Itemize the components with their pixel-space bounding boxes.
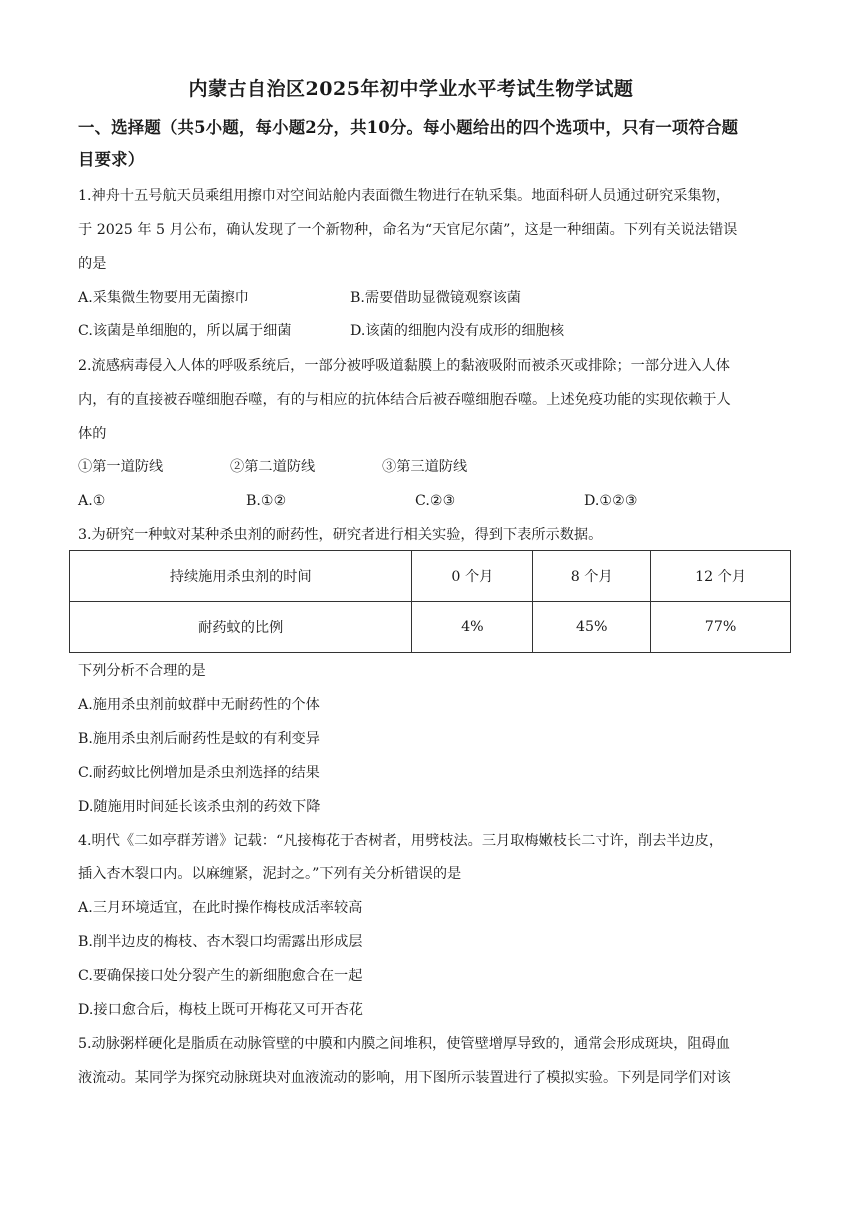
q3-option-b: B.施用杀虫剂后耐药性是蚊的有利变异 bbox=[78, 731, 320, 747]
q2-option-c: C.②③ bbox=[415, 493, 456, 509]
q3-option-c: C.耐药蚊比例增加是杀虫剂选择的结果 bbox=[78, 765, 320, 781]
q1-stem-line: 1.神舟十五号航天员乘组用擦巾对空间站舱内表面微生物进行在轨采集。地面科研人员通过研究采集物， bbox=[78, 188, 730, 204]
q2-item-1: ①第一道防线 bbox=[78, 459, 164, 475]
q4-option-a: A.三月环境适宜，在此时操作梅枝成活率较高 bbox=[78, 900, 363, 916]
table-cell: 0 个月 bbox=[412, 551, 533, 602]
table-cell: 4% bbox=[412, 602, 533, 653]
q2-stem-line: 体的 bbox=[78, 426, 107, 442]
q2-option-b: B.①② bbox=[246, 493, 287, 509]
q2-item-2: ②第二道防线 bbox=[230, 459, 316, 475]
q4-stem-line: 4.明代《二如亭群芳谱》记载：“凡接梅花于杏树者，用劈枝法。三月取梅嫩枝长二寸许，削去半边皮， bbox=[78, 833, 724, 849]
q2-option-a: A.① bbox=[78, 493, 106, 509]
q2-stem-line: 2.流感病毒侵入人体的呼吸系统后，一部分被呼吸道黏膜上的黏液吸附而被杀灭或排除；一部分进入人体 bbox=[78, 358, 730, 374]
table-cell: 8 个月 bbox=[533, 551, 651, 602]
table-cell: 12 个月 bbox=[651, 551, 791, 602]
q5-stem-line: 液流动。某同学为探究动脉斑块对血液流动的影响，用下图所示装置进行了模拟实验。下列是同学们对该 bbox=[78, 1070, 731, 1086]
q3-option-d: D.随施用时间延长该杀虫剂的药效下降 bbox=[78, 799, 321, 815]
table-row bbox=[70, 551, 791, 602]
resistance-data-table bbox=[69, 550, 791, 653]
section-heading: 一、选择题（共5小题，每小题2分，共10分。每小题给出的四个选项中，只有一项符合题 bbox=[78, 118, 739, 137]
table-cell: 持续施用杀虫剂的时间 bbox=[70, 551, 412, 602]
page-title: 内蒙古自治区2025年初中学业水平考试生物学试题 bbox=[188, 78, 634, 100]
q2-item-3: ③第三道防线 bbox=[382, 459, 468, 475]
q2-stem-line: 内，有的直接被吞噬细胞吞噬，有的与相应的抗体结合后被吞噬细胞吞噬。上述免疫功能的实现依赖于人 bbox=[78, 392, 731, 408]
q4-stem-line: 插入杏木裂口内。以麻缠紧，泥封之。”下列有关分析错误的是 bbox=[78, 866, 462, 882]
q1-option-a: A.采集微生物要用无菌擦巾 bbox=[78, 290, 249, 306]
q4-option-d: D.接口愈合后，梅枝上既可开梅花又可开杏花 bbox=[78, 1002, 363, 1018]
q2-option-d: D.①②③ bbox=[584, 493, 638, 509]
q4-option-c: C.要确保接口处分裂产生的新细胞愈合在一起 bbox=[78, 968, 363, 984]
table-cell: 77% bbox=[651, 602, 791, 653]
q1-option-d: D.该菌的细胞内没有成形的细胞核 bbox=[350, 323, 565, 339]
q1-option-c: C.该菌是单细胞的，所以属于细菌 bbox=[78, 323, 292, 339]
q1-option-b: B.需要借助显微镜观察该菌 bbox=[350, 290, 521, 306]
table-row bbox=[70, 602, 791, 653]
q5-stem-line: 5.动脉粥样硬化是脂质在动脉管壁的中膜和内膜之间堆积，使管壁增厚导致的，通常会形成斑块，阻碍血 bbox=[78, 1036, 730, 1052]
section-heading-cont: 目要求） bbox=[78, 150, 145, 169]
table-cell: 45% bbox=[533, 602, 651, 653]
table-cell: 耐药蚊的比例 bbox=[70, 602, 412, 653]
q3-question: 下列分析不合理的是 bbox=[78, 663, 206, 679]
q3-option-a: A.施用杀虫剂前蚊群中无耐药性的个体 bbox=[78, 697, 320, 713]
q3-stem: 3.为研究一种蚊对某种杀虫剂的耐药性，研究者进行相关实验，得到下表所示数据。 bbox=[78, 527, 603, 543]
q4-option-b: B.削半边皮的梅枝、杏木裂口均需露出形成层 bbox=[78, 934, 363, 950]
q1-stem-line: 于 2025 年 5 月公布，确认发现了一个新物种，命名为“天官尼尔菌”，这是一种细菌。下列有关说法错误 bbox=[78, 222, 738, 238]
q1-stem-line: 的是 bbox=[78, 256, 107, 272]
